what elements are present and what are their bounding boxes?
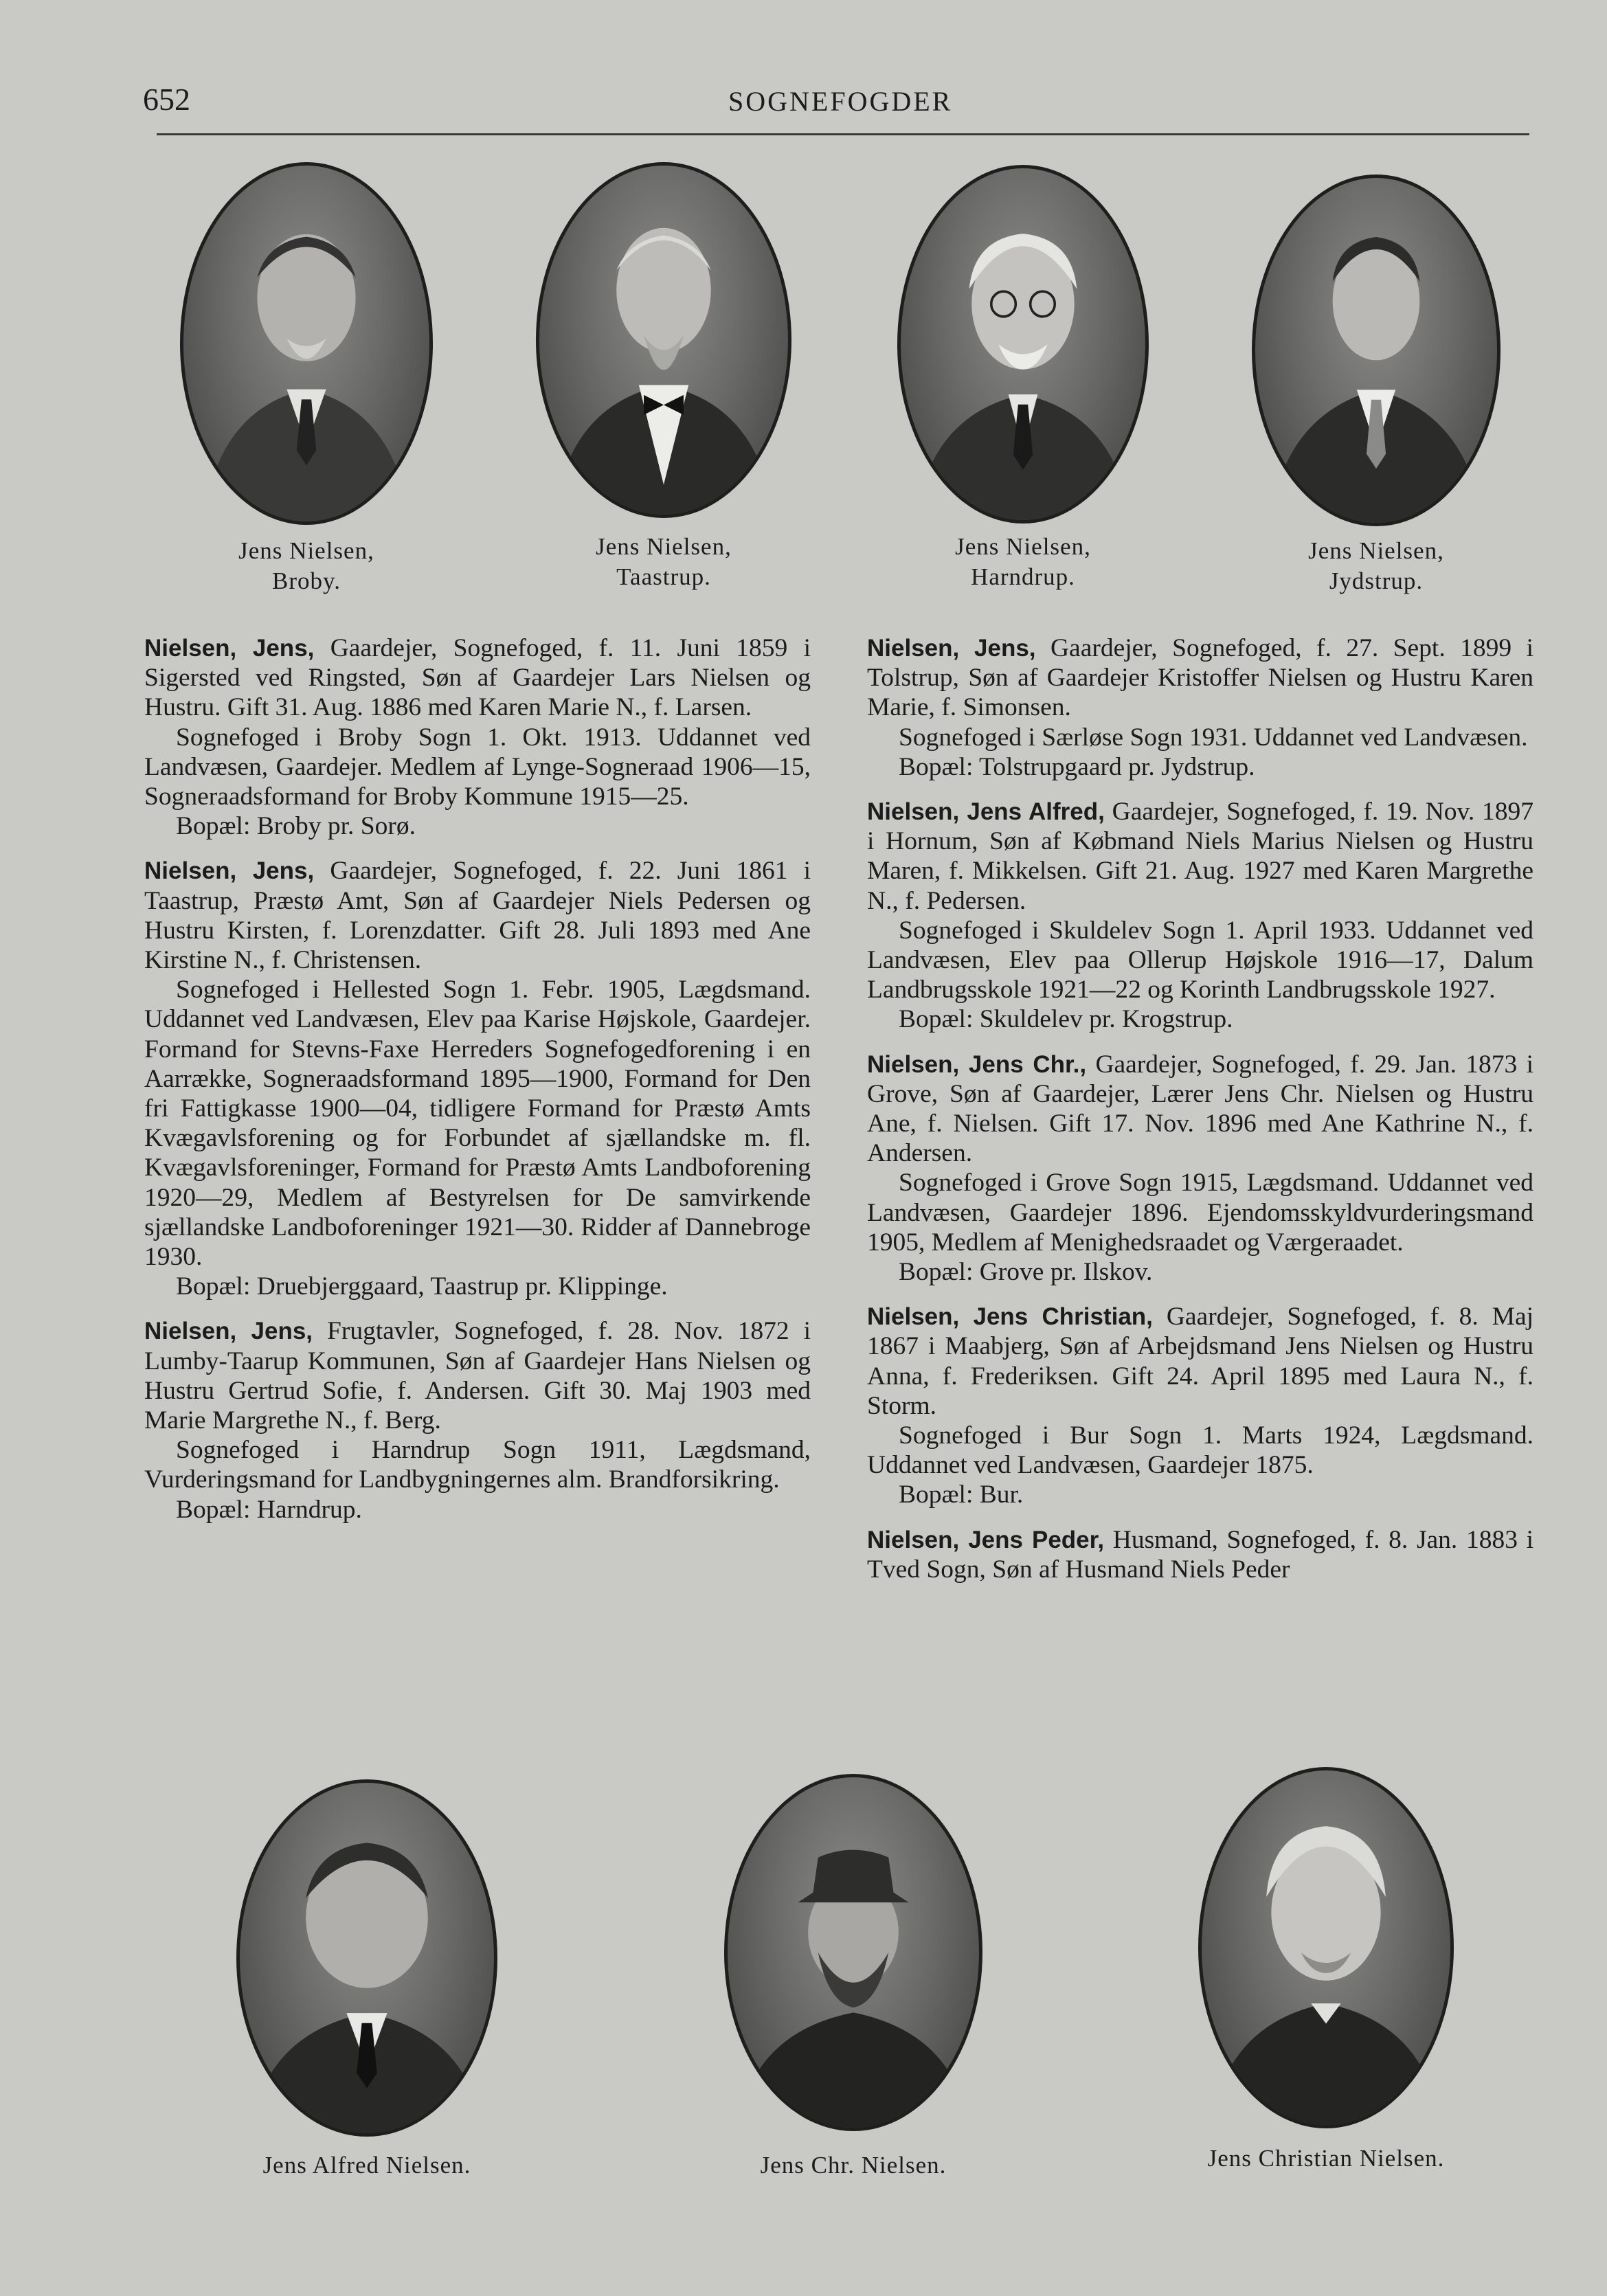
caption-name: Jens Christian Nielsen.	[1207, 2145, 1445, 2172]
portrait-silhouette	[240, 1783, 494, 2133]
portrait-caption	[897, 532, 1149, 592]
entry-career: Sognefoged i Harndrup Sogn 1911, Lægdsmand, Vurderingsmand for Landbygningernes alm. Brandforsikring.	[144, 1436, 811, 1494]
entry-name: Nielsen, Jens,	[144, 635, 315, 662]
entry	[144, 633, 811, 841]
caption-name: Jens Chr. Nielsen.	[760, 2152, 947, 2179]
portrait-photo	[180, 162, 433, 525]
portrait-caption	[536, 532, 791, 592]
entry-residence: Bopæl: Tolstrupgaard pr. Jydstrup.	[899, 752, 1255, 781]
portrait-caption	[1168, 2143, 1484, 2174]
entry-intro: Husmand, Sognefoged, f. 8. Jan. 1883 i Tved Sogn, Søn af Husmand Niels Peder	[867, 1525, 1534, 1584]
entry	[867, 1525, 1533, 1584]
caption-name: Jens Nielsen,	[955, 533, 1091, 560]
entry-intro: Gaardejer, Sognefoged, f. 19. Nov. 1897 i Hornum, Søn af Købmand Niels Marius Nielsen og Hustru Maren, f. Mikkelsen. Gift 21. Aug. 1927 med Karen Margrethe N., f. Pedersen.	[867, 798, 1534, 915]
text-column-right	[867, 633, 1533, 1599]
entry-intro: Gaardejer, Sognefoged, f. 29. Jan. 1873 i Grove, Søn af Gaardejer, Lærer Jens Chr. Nielsen og Hustru Ane, f. Nielsen. Gift 17. Nov. 1896 med Ane Kathrine N., f. Andersen.	[867, 1050, 1534, 1168]
entry-career: Sognefoged i Hellested Sogn 1. Febr. 1905, Lægdsmand. Uddannet ved Landvæsen, Elev paa Karise Højskole, Gaardejer. Formand for Stevns-Faxe Herreders Sognefogedforening i en Aarrække, Sogneraadsformand 1895—1900, Formand for Den fri Fattigkasse 1900—04, tidligere Formand for Præstø Amts Kvægavlsforening og for Forbundet af sjællandske m. fl. Kvægavlsforeninger, Formand for Præstø Amts Landboforening 1920—29, Medlem af Bestyrelsen for De samvirkende sjællandske Landboforeninger 1921—30. Ridder af Dannebroge 1930.	[144, 976, 811, 1272]
entry-career: Sognefoged i Særløse Sogn 1931. Uddannet ved Landvæsen.	[899, 723, 1528, 752]
text-column-left	[144, 633, 811, 1540]
entry-name: Nielsen, Jens Alfred,	[867, 798, 1105, 826]
caption-place: Harndrup.	[971, 563, 1075, 590]
entry-career: Sognefoged i Skuldelev Sogn 1. April 1933. Uddannet ved Landvæsen, Elev paa Ollerup Højskole 1916—17, Dalum Landbrugsskole 1921—22 og Korinth Landbrugsskole 1927.	[867, 916, 1533, 1004]
entry-intro: Gaardejer, Sognefoged, f. 22. Juni 1861 i Taastrup, Præstø Amt, Søn af Gaardejer Niels Pedersen og Hustru Kirsten, f. Lorenzdatter. Gift 28. Juli 1893 med Ane Kirstine N., f. Christensen.	[144, 857, 811, 975]
portrait-photo	[536, 162, 791, 518]
entry-residence: Bopæl: Grove pr. Ilskov.	[899, 1258, 1153, 1287]
portrait-silhouette	[539, 166, 788, 515]
portrait-caption	[695, 2150, 1011, 2181]
portrait-photo	[897, 165, 1149, 524]
portrait-photo	[1252, 175, 1501, 526]
entry	[867, 1302, 1533, 1509]
portrait-caption	[180, 536, 433, 596]
entry-residence: Bopæl: Skuldelev pr. Krogstrup.	[899, 1005, 1233, 1034]
entry-name: Nielsen, Jens,	[144, 857, 315, 885]
caption-name: Jens Alfred Nielsen.	[262, 2152, 471, 2179]
portrait-silhouette	[728, 1777, 979, 2128]
entry-name: Nielsen, Jens Peder,	[867, 1526, 1105, 1553]
entry-name: Nielsen, Jens Chr.,	[867, 1050, 1087, 1078]
caption-name: Jens Nielsen,	[238, 537, 374, 564]
caption-name: Jens Nielsen,	[1308, 537, 1444, 564]
entry-residence: Bopæl: Bur.	[899, 1481, 1024, 1509]
portrait-caption	[1252, 536, 1501, 596]
portrait-caption	[209, 2150, 525, 2181]
portrait-photo	[724, 1774, 982, 2131]
caption-name: Jens Nielsen,	[596, 533, 732, 560]
portrait-photo	[236, 1779, 497, 2137]
portrait-silhouette	[901, 168, 1145, 520]
caption-place: Taastrup.	[616, 563, 711, 590]
entry-name: Nielsen, Jens,	[144, 1318, 313, 1345]
entry-name: Nielsen, Jens Christian,	[867, 1303, 1153, 1331]
entry	[867, 1050, 1533, 1287]
portrait-photo	[1198, 1767, 1454, 2128]
entry	[144, 856, 811, 1301]
header-rule	[157, 133, 1529, 135]
portrait-silhouette	[1255, 178, 1497, 523]
entry-intro: Gaardejer, Sognefoged, f. 11. Juni 1859 i Sigersted ved Ringsted, Søn af Gaardejer Lars Nielsen og Hustru. Gift 31. Aug. 1886 med Karen Marie N., f. Larsen.	[144, 634, 811, 722]
entry	[867, 797, 1533, 1035]
caption-place: Jydstrup.	[1329, 567, 1424, 594]
running-head: SOGNEFOGDER	[728, 86, 953, 117]
entry-residence: Bopæl: Druebjerggaard, Taastrup pr. Klippinge.	[176, 1272, 668, 1301]
portrait-silhouette	[1202, 1770, 1450, 2125]
entry-career: Sognefoged i Grove Sogn 1915, Lægdsmand. Uddannet ved Landvæsen, Gaardejer 1896. Ejendomsskyldvurderingsmand 1905, Medlem af Menighedsraadet og Værgeraadet.	[867, 1169, 1533, 1257]
entry-intro: Gaardejer, Sognefoged, f. 27. Sept. 1899 i Tolstrup, Søn af Gaardejer Kristoffer Nielsen og Hustru Karen Marie, f. Simonsen.	[867, 634, 1534, 722]
entry-residence: Bopæl: Broby pr. Sorø.	[176, 812, 416, 841]
caption-place: Broby.	[272, 567, 341, 594]
entry	[867, 633, 1533, 782]
entry-intro: Gaardejer, Sognefoged, f. 8. Maj 1867 i Maabjerg, Søn af Arbejdsmand Jens Nielsen og Hustru Anna, f. Frederiksen. Gift 24. April 1895 med Laura N., f. Storm.	[867, 1303, 1534, 1420]
entry-career: Sognefoged i Broby Sogn 1. Okt. 1913. Uddannet ved Landvæsen, Gaardejer. Medlem af Lynge-Sogneraad 1906—15, Sogneraadsformand for Broby Kommune 1915—25.	[144, 723, 811, 811]
entry-career: Sognefoged i Bur Sogn 1. Marts 1924, Lægdsmand. Uddannet ved Landvæsen, Gaardejer 1875.	[867, 1421, 1533, 1480]
entry	[144, 1316, 811, 1524]
entry-name: Nielsen, Jens,	[867, 635, 1036, 662]
portrait-silhouette	[183, 166, 429, 521]
entry-residence: Bopæl: Harndrup.	[176, 1495, 362, 1524]
page-number: 652	[143, 82, 190, 117]
entry-intro: Frugtavler, Sognefoged, f. 28. Nov. 1872 i Lumby-Taarup Kommunen, Søn af Gaardejer Hans Nielsen og Hustru Gertrud Sofie, f. Andersen. Gift 30. Maj 1903 med Marie Margrethe N., f. Berg.	[144, 1317, 811, 1435]
